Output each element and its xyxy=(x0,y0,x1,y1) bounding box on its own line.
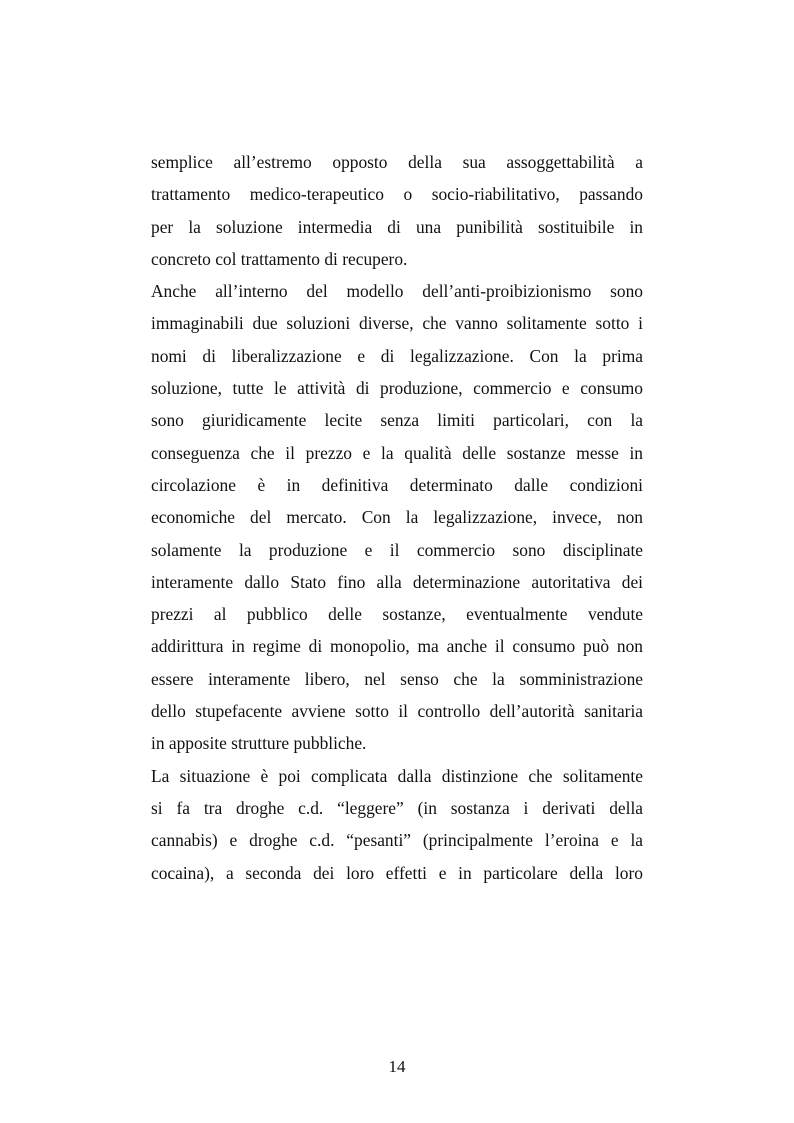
text-line: Anche all’interno del modello dell’anti-proibizionismo sono xyxy=(151,281,643,302)
text-line: trattamento medico-terapeutico o socio-riabilitativo, passando xyxy=(151,184,643,205)
text-line: prezzi al pubblico delle sostanze, eventualmente vendute xyxy=(151,604,643,625)
text-line: concreto col trattamento di recupero. xyxy=(151,248,408,269)
text-line: dello stupefacente avviene sotto il controllo dell’autorità sanitaria xyxy=(151,701,643,722)
text-line: nomi di liberalizzazione e di legalizzazione. Con la prima xyxy=(151,345,643,366)
text-line: conseguenza che il prezzo e la qualità delle sostanze messe in xyxy=(151,442,643,463)
text-line: soluzione, tutte le attività di produzione, commercio e consumo xyxy=(151,378,643,399)
text-line: per la soluzione intermedia di una punibilità sostituibile in xyxy=(151,216,643,237)
text-line: cocaina), a seconda dei loro effetti e in particolare della loro xyxy=(151,862,643,883)
text-line: addirittura in regime di monopolio, ma anche il consumo può non xyxy=(151,636,643,657)
text-line: immaginabili due soluzioni diverse, che vanno solitamente sotto i xyxy=(151,313,643,334)
paragraph-2 xyxy=(151,275,643,759)
text-line: La situazione è poi complicata dalla distinzione che solitamente xyxy=(151,765,643,786)
paragraph-1 xyxy=(151,146,643,275)
page-number: 14 xyxy=(388,1057,406,1076)
text-line: semplice all’estremo opposto della sua assoggettabilità a xyxy=(151,152,643,172)
text-line: in apposite strutture pubbliche. xyxy=(151,733,367,754)
paragraph-3 xyxy=(151,760,643,889)
body-text xyxy=(151,146,643,889)
text-line: circolazione è in definitiva determinato dalle condizioni xyxy=(151,474,643,495)
text-line: si fa tra droghe c.d. “leggere” (in sostanza i derivati della xyxy=(151,797,643,818)
text-line: essere interamente libero, nel senso che la somministrazione xyxy=(151,668,643,689)
text-line: sono giuridicamente lecite senza limiti particolari, con la xyxy=(151,410,643,431)
text-line: solamente la produzione e il commercio sono disciplinate xyxy=(151,539,643,560)
text-line: cannabis) e droghe c.d. “pesanti” (principalmente l’eroina e la xyxy=(151,830,643,851)
text-line: economiche del mercato. Con la legalizzazione, invece, non xyxy=(151,507,643,528)
text-line: interamente dallo Stato fino alla determinazione autoritativa dei xyxy=(151,571,643,592)
